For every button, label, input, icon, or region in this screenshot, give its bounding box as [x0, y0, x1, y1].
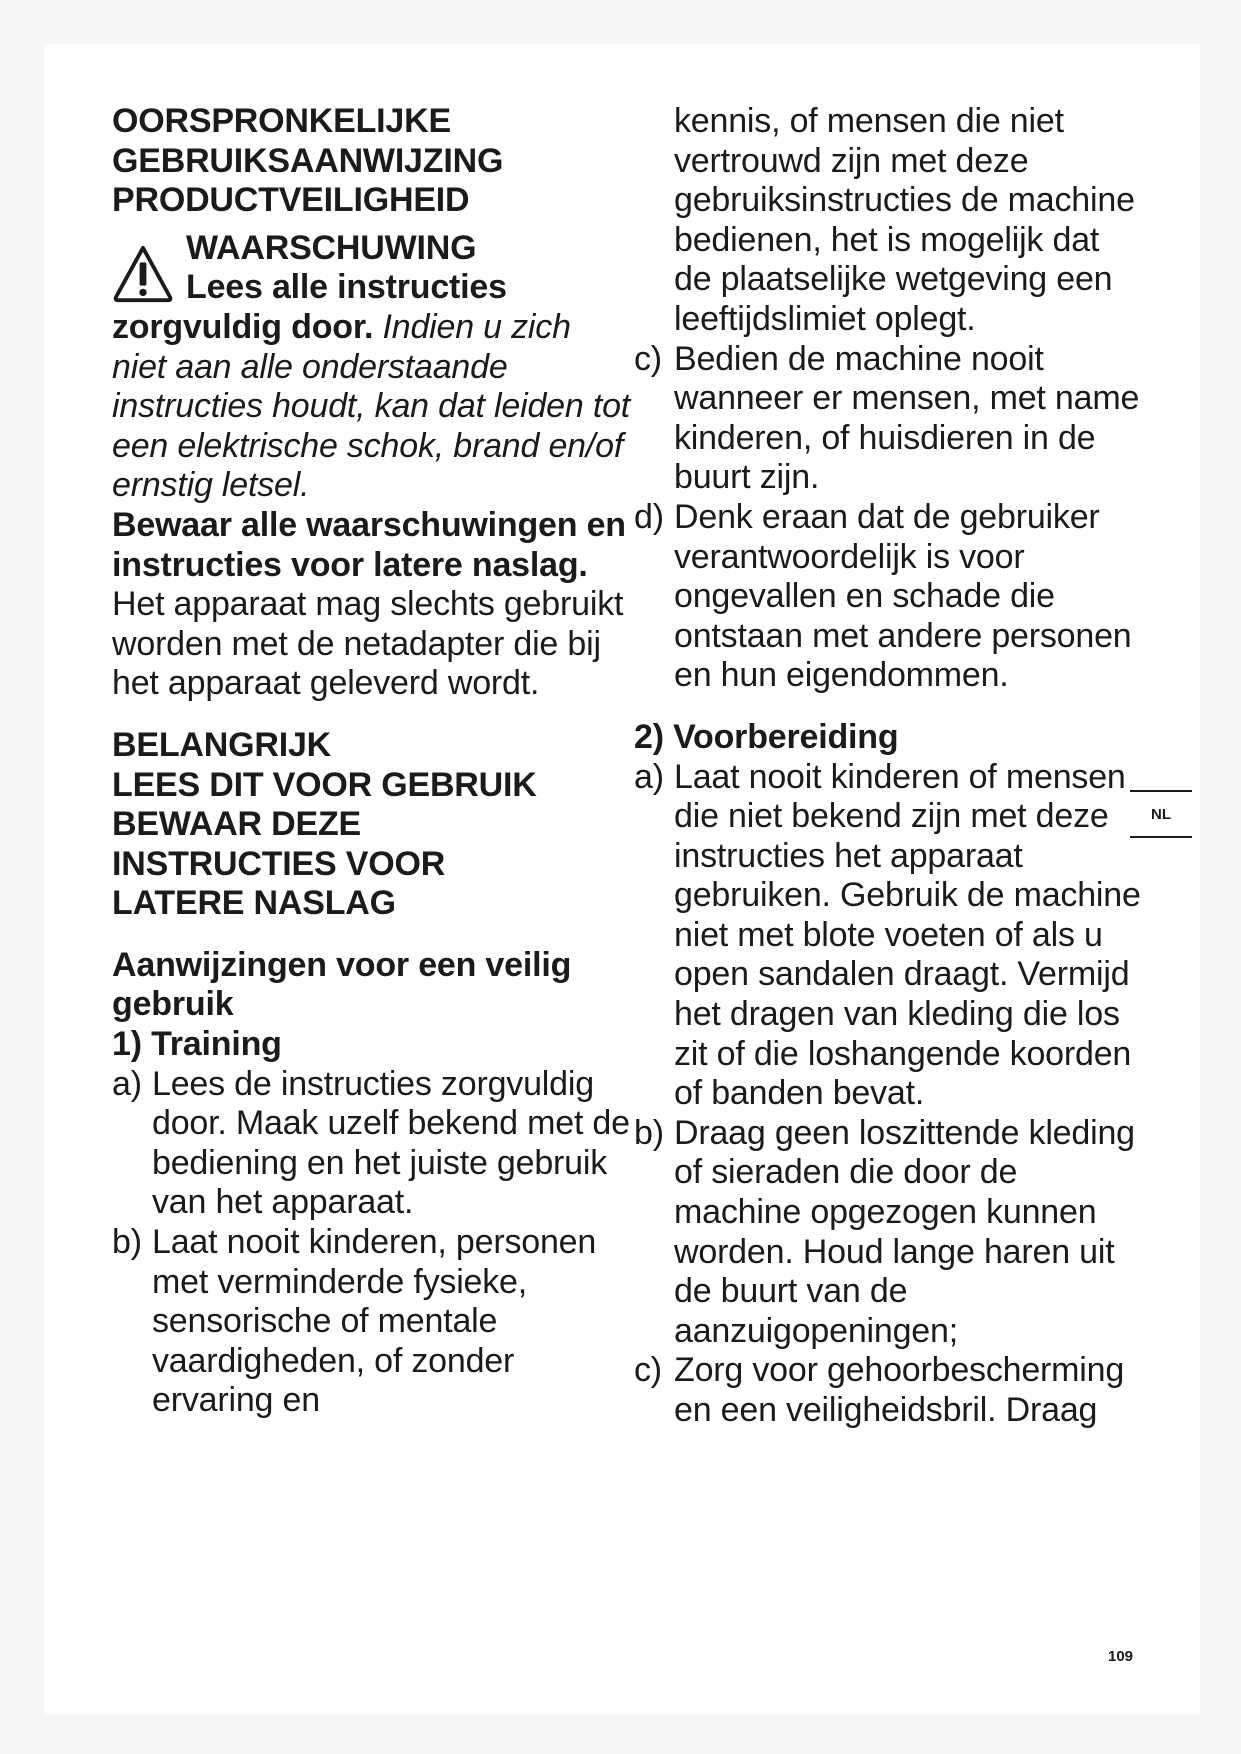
list-item: [634, 1114, 1144, 1352]
important-line-2: LEES DIT VOOR GEBRUIK: [112, 765, 537, 804]
important-line-5: LATERE NASLAG: [112, 884, 396, 923]
list-item-text: Laat nooit kinderen, personen met verminderde fysieke, sensorische of mentale vaardigheden, of zonder ervaring en: [152, 1223, 597, 1420]
manual-title-line-3: PRODUCTVEILIGHEID: [112, 181, 470, 220]
warning-consequence-b: niet aan alle onderstaande instructies houdt, kan dat leiden tot een elektrische schok, brand en/of ernstig letsel.: [112, 347, 631, 505]
important-line-1: BELANGRIJK: [112, 725, 332, 764]
list-item-label: a): [634, 757, 664, 796]
training-heading: 1) Training: [112, 1025, 282, 1064]
list-item-text: Laat nooit kinderen of mensen die niet bekend zijn met deze instructies het apparaat gebruiken. Gebruik de machine niet met blote voeten of als u open sandalen draagt. Vermijd het dragen van kleding die los zit of die loshangende koorden of banden bevat.: [674, 757, 1141, 1113]
list-item-label: c): [634, 339, 662, 378]
left-column: [112, 102, 632, 1421]
list-item-text: kennis, of mensen die niet vertrouwd zijn met deze gebruiksinstructies de machine bedienen, het is mogelijk dat de plaatselijke wetgeving een leeftijdslimiet oplegt.: [674, 102, 1135, 338]
list-item-label: b): [634, 1113, 664, 1152]
warning-heading: WAARSCHUWING: [186, 228, 477, 267]
list-item-text: Denk eraan dat de gebruiker verantwoordelijk is voor ongevallen en schade die ontstaan met andere personen en hun eigendommen.: [674, 497, 1132, 695]
important-line-4: INSTRUCTIES VOOR: [112, 844, 446, 883]
list-item-label: d): [634, 497, 664, 536]
list-item-text: Bedien de machine nooit wanneer er mensen, met name kinderen, of huisdieren in de buurt zijn.: [674, 339, 1140, 497]
adapter-text: Het apparaat mag slechts gebruikt worden met de netadapter die bij het apparaat geleverd wordt.: [112, 585, 624, 703]
list-item-label: b): [112, 1223, 142, 1262]
keep-instructions-text: Bewaar alle waarschuwingen en instructies voor latere naslag.: [112, 505, 626, 584]
list-item: [112, 1223, 632, 1421]
language-tab: NL: [1130, 790, 1192, 838]
safe-use-heading: Aanwijzingen voor een veilig gebruik: [112, 945, 572, 1024]
warning-read-all-b: zorgvuldig door.: [112, 307, 374, 346]
manual-title-line-1: OORSPRONKELIJKE: [112, 102, 451, 140]
warning-read-all-a: Lees alle instructies: [186, 268, 507, 307]
list-item: [112, 1065, 632, 1223]
preparation-heading: 2) Voorbereiding: [634, 717, 899, 756]
list-item-text: Zorg voor gehoorbescherming en een veiligheidsbril. Draag: [674, 1351, 1125, 1429]
list-item: [634, 1351, 1144, 1430]
important-line-3: BEWAAR DEZE: [112, 805, 362, 844]
warning-consequence-a: Indien u zich: [382, 307, 571, 346]
list-item: [634, 340, 1144, 498]
list-item-text: Lees de instructies zorgvuldig door. Maak uzelf bekend met de bediening en het juiste gebruik van het apparaat.: [152, 1064, 630, 1222]
list-item: [634, 498, 1144, 696]
list-item-label: a): [112, 1064, 142, 1103]
list-item-label: c): [634, 1351, 662, 1390]
right-column: [634, 102, 1144, 1431]
list-item-continued: [634, 102, 1144, 340]
warning-triangle-icon: [112, 243, 174, 305]
list-item-text: Draag geen loszittende kleding of sieraden die door de machine opgezogen kunnen worden. Houd lange haren uit de buurt van de aanzuigopeningen;: [674, 1113, 1135, 1350]
page-number: 109: [1108, 1648, 1134, 1665]
warning-block: [112, 229, 632, 308]
list-item: [634, 758, 1144, 1114]
manual-title-line-2: GEBRUIKSAANWIJZING: [112, 141, 504, 180]
